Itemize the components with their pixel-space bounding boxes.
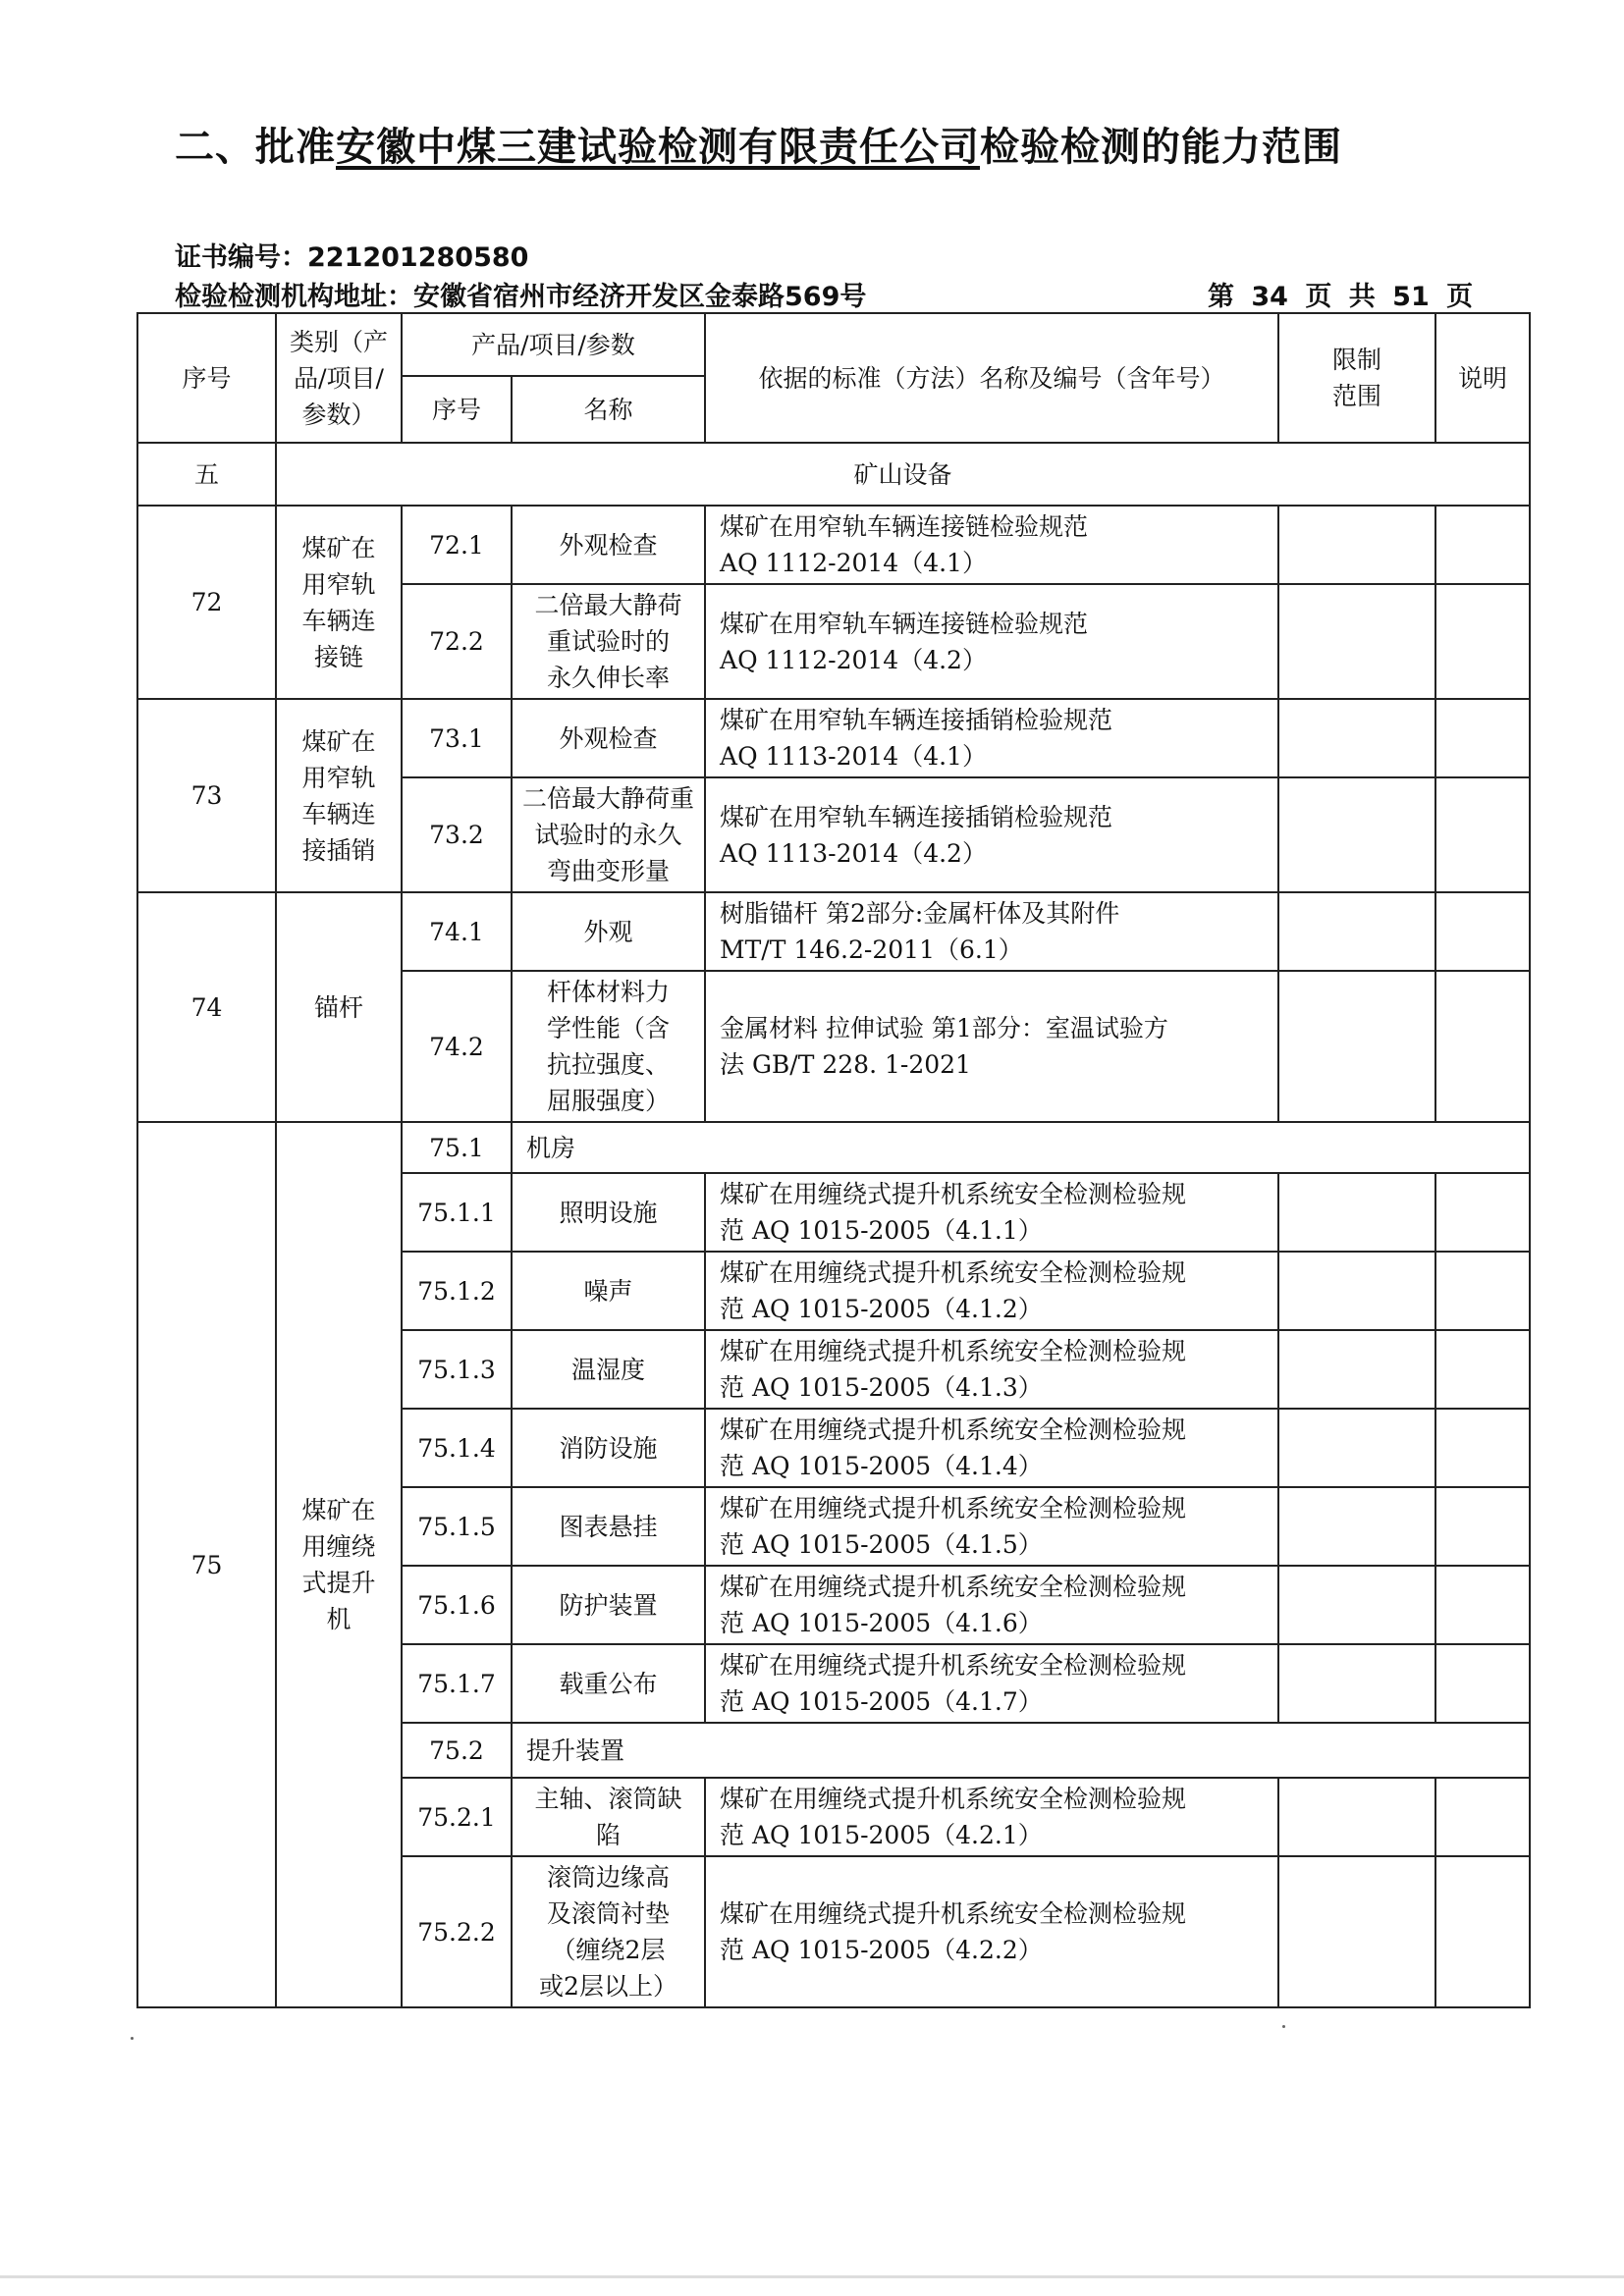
item-note <box>1435 777 1530 892</box>
item-note <box>1435 699 1530 777</box>
item-sub-seq: 75.1.7 <box>402 1644 512 1723</box>
item-sub-seq: 75.2.2 <box>402 1856 512 2007</box>
item-name: 外观检查 <box>512 699 705 777</box>
table-row <box>137 892 1530 971</box>
item-name: 滚筒边缘高 及滚筒衬垫 （缠绕2层 或2层以上） <box>512 1856 705 2007</box>
address-value: 安徽省宿州市经济开发区金泰路569号 <box>413 282 867 312</box>
item-name: 噪声 <box>512 1252 705 1330</box>
item-name: 外观 <box>512 892 705 971</box>
item-name: 外观检查 <box>512 506 705 584</box>
item-note <box>1435 971 1530 1122</box>
title-suffix: 检验检测的能力范围 <box>980 125 1342 170</box>
group-seq: 75 <box>137 1122 276 2007</box>
item-note <box>1435 1856 1530 2007</box>
item-limit <box>1278 1330 1435 1409</box>
header-standard: 依据的标准（方法）名称及编号（含年号） <box>705 313 1278 443</box>
section-label: 矿山设备 <box>276 443 1530 506</box>
capability-table <box>136 312 1531 2008</box>
item-note <box>1435 892 1530 971</box>
item-note <box>1435 1644 1530 1723</box>
item-sub-seq: 73.1 <box>402 699 512 777</box>
header-limit: 限制 范围 <box>1278 313 1435 443</box>
table-row <box>137 1122 1530 1173</box>
group-category: 煤矿在 用窄轨 车辆连 接插销 <box>276 699 402 892</box>
header-name: 名称 <box>512 376 705 443</box>
item-note <box>1435 1173 1530 1252</box>
item-standard: 煤矿在用缠绕式提升机系统安全检测检验规 范 AQ 1015-2005（4.1.4） <box>705 1409 1278 1487</box>
group-seq: 73 <box>137 699 276 892</box>
group-category: 煤矿在 用缠绕 式提升 机 <box>276 1122 402 2007</box>
item-limit <box>1278 971 1435 1122</box>
item-limit <box>1278 892 1435 971</box>
item-standard: 煤矿在用缠绕式提升机系统安全检测检验规 范 AQ 1015-2005（4.1.7） <box>705 1644 1278 1723</box>
header-product-group: 产品/项目/参数 <box>402 313 705 376</box>
item-name: 杆体材料力 学性能（含 抗拉强度、 屈服强度） <box>512 971 705 1122</box>
item-standard: 煤矿在用缠绕式提升机系统安全检测检验规 范 AQ 1015-2005（4.2.2） <box>705 1856 1278 2007</box>
item-standard: 煤矿在用缠绕式提升机系统安全检测检验规 范 AQ 1015-2005（4.1.1） <box>705 1173 1278 1252</box>
subgroup-label: 机房 <box>512 1122 1530 1173</box>
item-name: 照明设施 <box>512 1173 705 1252</box>
item-standard: 煤矿在用窄轨车辆连接插销检验规范 AQ 1113-2014（4.1） <box>705 699 1278 777</box>
item-sub-seq: 72.2 <box>402 584 512 699</box>
item-note <box>1435 1252 1530 1330</box>
item-note <box>1435 1566 1530 1644</box>
group-seq: 74 <box>137 892 276 1122</box>
item-name: 二倍最大静荷 重试验时的 永久伸长率 <box>512 584 705 699</box>
item-standard: 煤矿在用缠绕式提升机系统安全检测检验规 范 AQ 1015-2005（4.1.5） <box>705 1487 1278 1566</box>
item-sub-seq: 73.2 <box>402 777 512 892</box>
item-standard: 煤矿在用缠绕式提升机系统安全检测检验规 范 AQ 1015-2005（4.2.1） <box>705 1778 1278 1856</box>
header-category: 类别（产品/项目/参数） <box>276 313 402 443</box>
section-seq: 五 <box>137 443 276 506</box>
certificate-number <box>175 236 528 274</box>
header-sub-seq: 序号 <box>402 376 512 443</box>
item-name: 温湿度 <box>512 1330 705 1409</box>
header-seq: 序号 <box>137 313 276 443</box>
page-title <box>175 116 1510 172</box>
item-limit <box>1278 584 1435 699</box>
item-name: 消防设施 <box>512 1409 705 1487</box>
item-note <box>1435 584 1530 699</box>
item-sub-seq: 75.1.3 <box>402 1330 512 1409</box>
item-sub-seq: 75.1 <box>402 1122 512 1173</box>
item-limit <box>1278 1778 1435 1856</box>
item-standard: 金属材料 拉伸试验 第1部分：室温试验方 法 GB/T 228. 1-2021 <box>705 971 1278 1122</box>
item-limit <box>1278 1487 1435 1566</box>
item-standard: 煤矿在用缠绕式提升机系统安全检测检验规 范 AQ 1015-2005（4.1.3） <box>705 1330 1278 1409</box>
item-note <box>1435 1778 1530 1856</box>
cert-label: 证书编号： <box>175 242 307 273</box>
item-name: 二倍最大静荷重 试验时的永久 弯曲变形量 <box>512 777 705 892</box>
item-standard: 煤矿在用窄轨车辆连接插销检验规范 AQ 1113-2014（4.2） <box>705 777 1278 892</box>
group-seq: 72 <box>137 506 276 699</box>
item-standard: 煤矿在用窄轨车辆连接链检验规范 AQ 1112-2014（4.1） <box>705 506 1278 584</box>
item-sub-seq: 74.2 <box>402 971 512 1122</box>
item-sub-seq: 75.2 <box>402 1723 512 1778</box>
item-limit <box>1278 699 1435 777</box>
table-row <box>137 506 1530 584</box>
item-sub-seq: 75.1.1 <box>402 1173 512 1252</box>
subgroup-label: 提升装置 <box>512 1723 1530 1778</box>
item-limit <box>1278 506 1435 584</box>
scan-speck <box>1282 2025 1285 2028</box>
page-info: 第 34 页 共 51 页 <box>1208 282 1474 312</box>
item-sub-seq: 74.1 <box>402 892 512 971</box>
group-category: 煤矿在 用窄轨 车辆连 接链 <box>276 506 402 699</box>
item-name: 防护装置 <box>512 1566 705 1644</box>
item-standard: 煤矿在用缠绕式提升机系统安全检测检验规 范 AQ 1015-2005（4.1.2） <box>705 1252 1278 1330</box>
item-name: 图表悬挂 <box>512 1487 705 1566</box>
address-label: 检验检测机构地址： <box>175 282 413 312</box>
item-note <box>1435 1409 1530 1487</box>
item-sub-seq: 75.1.5 <box>402 1487 512 1566</box>
item-sub-seq: 75.1.6 <box>402 1566 512 1644</box>
item-note <box>1435 1330 1530 1409</box>
title-prefix: 二、批准 <box>175 125 336 170</box>
item-standard: 煤矿在用缠绕式提升机系统安全检测检验规 范 AQ 1015-2005（4.1.6） <box>705 1566 1278 1644</box>
item-limit <box>1278 1252 1435 1330</box>
item-sub-seq: 72.1 <box>402 506 512 584</box>
item-limit <box>1278 777 1435 892</box>
item-standard: 煤矿在用窄轨车辆连接链检验规范 AQ 1112-2014（4.2） <box>705 584 1278 699</box>
scan-edge <box>0 2275 1624 2278</box>
address-line <box>175 275 866 313</box>
item-limit <box>1278 1856 1435 2007</box>
item-limit <box>1278 1409 1435 1487</box>
header-note: 说明 <box>1435 313 1530 443</box>
item-name: 载重公布 <box>512 1644 705 1723</box>
cert-no: 221201280580 <box>307 242 529 273</box>
item-name: 主轴、滚筒缺 陷 <box>512 1778 705 1856</box>
item-limit <box>1278 1566 1435 1644</box>
item-standard: 树脂锚杆 第2部分:金属杆体及其附件 MT/T 146.2-2011（6.1） <box>705 892 1278 971</box>
item-note <box>1435 1487 1530 1566</box>
item-sub-seq: 75.1.2 <box>402 1252 512 1330</box>
table-row <box>137 699 1530 777</box>
item-limit <box>1278 1173 1435 1252</box>
item-sub-seq: 75.2.1 <box>402 1778 512 1856</box>
scan-speck <box>131 2037 134 2040</box>
group-category: 锚杆 <box>276 892 402 1122</box>
org-name: 安徽中煤三建试验检测有限责任公司 <box>336 125 980 170</box>
item-limit <box>1278 1644 1435 1723</box>
item-note <box>1435 506 1530 584</box>
item-sub-seq: 75.1.4 <box>402 1409 512 1487</box>
